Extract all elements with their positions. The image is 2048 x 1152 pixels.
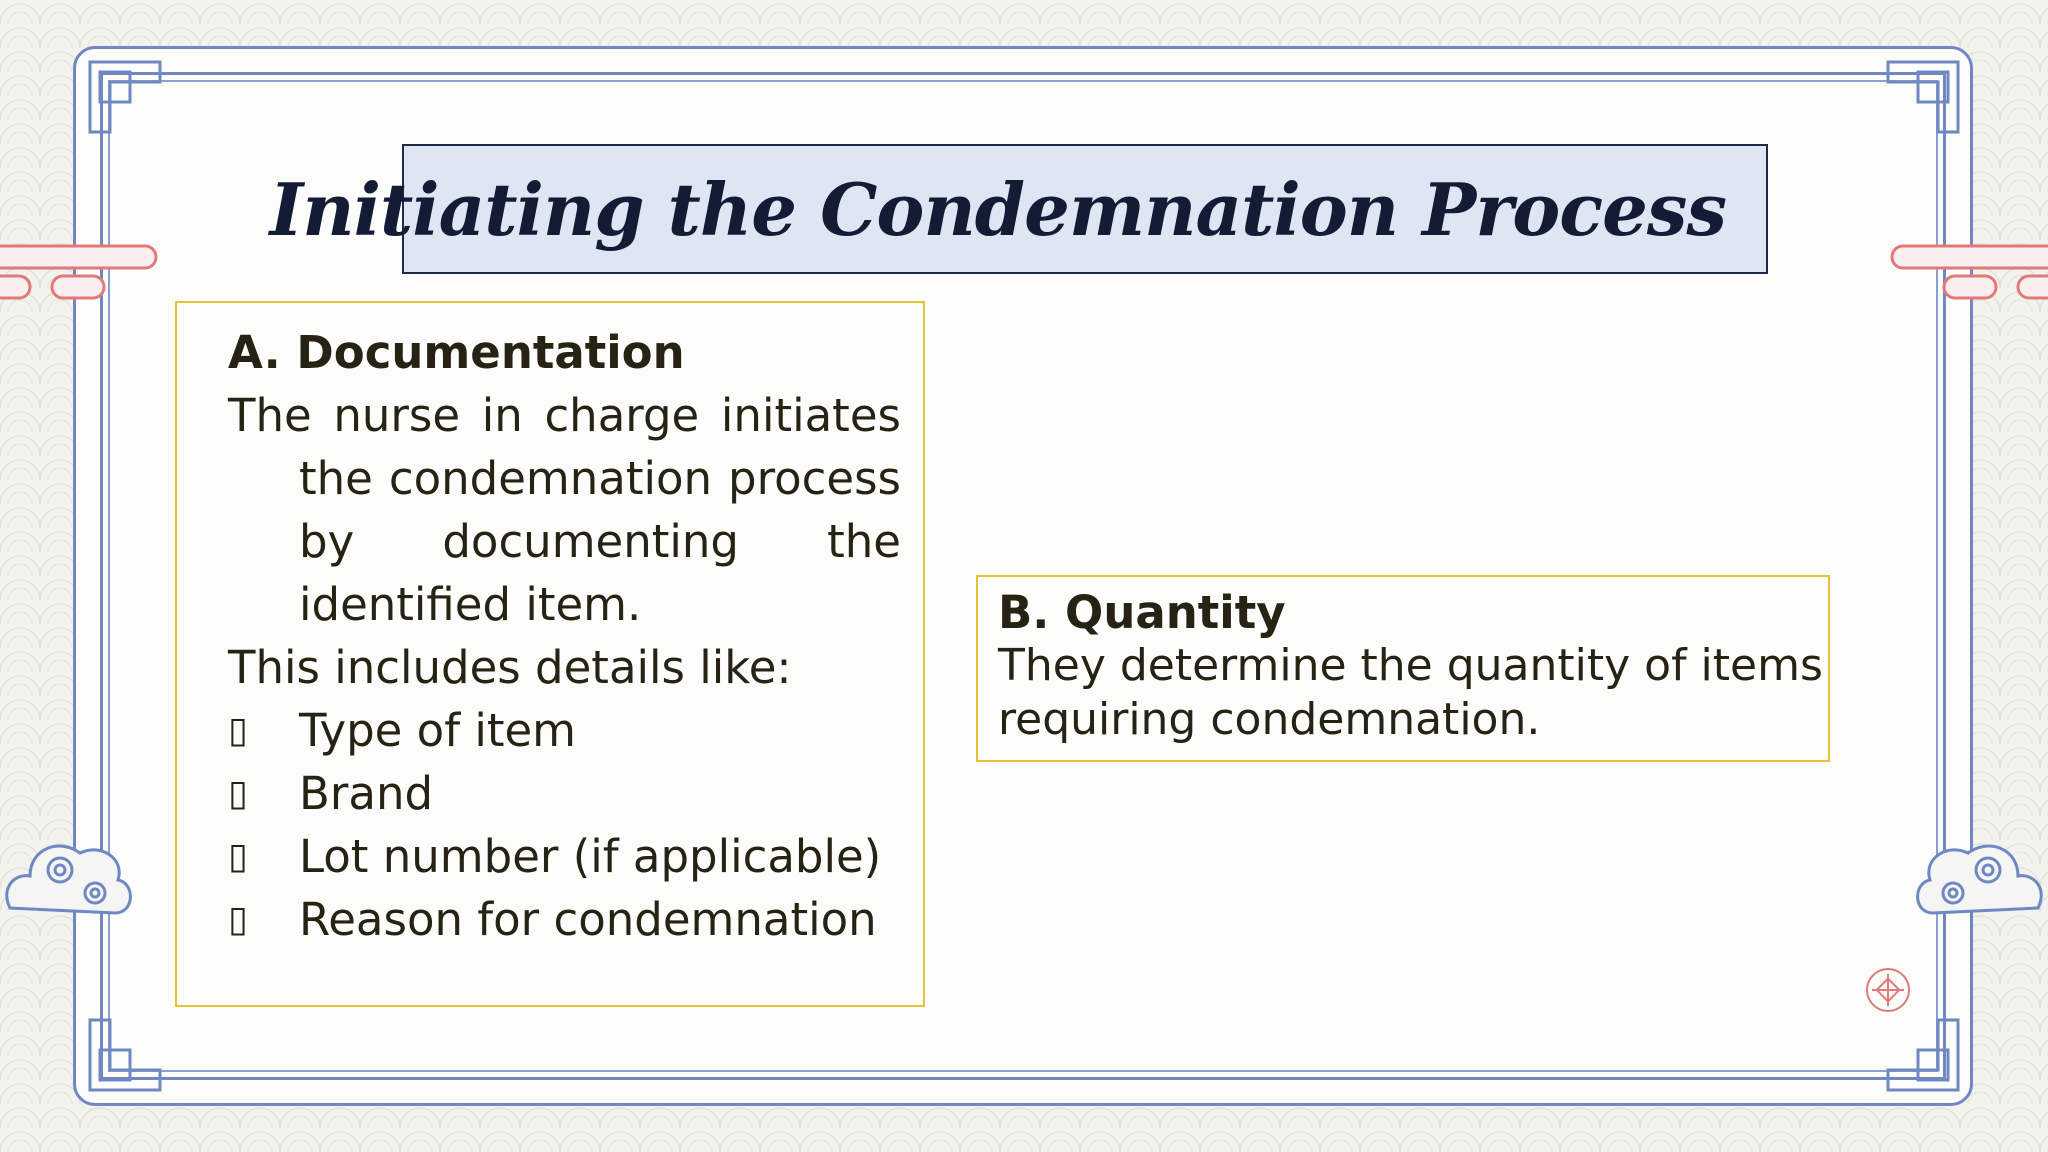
bullet-icon: ▯ — [228, 773, 248, 814]
section-b-line-1: They determine the quantity of items — [998, 640, 1823, 691]
section-b-line-2: requiring condemnation. — [998, 694, 1541, 745]
right-cloud-ornament — [1908, 818, 2048, 928]
word: by — [299, 515, 355, 568]
word: charge — [544, 389, 700, 442]
bullet-icon: ▯ — [228, 836, 248, 877]
bullet-icon: ▯ — [228, 710, 248, 751]
section-a-heading: A. Documentation — [228, 326, 685, 379]
list-item: Reason for condemnation — [299, 893, 877, 946]
word: the — [299, 452, 373, 505]
word: identified item. — [299, 578, 642, 631]
paragraph-line-4 — [299, 574, 641, 636]
paragraph-line-2 — [299, 448, 901, 510]
details-intro: This includes details like: — [228, 641, 792, 694]
slide-title: Initiating the Condemnation Process — [269, 166, 1726, 252]
section-b-heading: B. Quantity — [998, 586, 1286, 639]
left-cloud-ornament — [0, 818, 140, 928]
word: condemnation — [388, 452, 713, 505]
word: documenting — [442, 515, 739, 568]
word: nurse — [333, 389, 461, 442]
list-item: Lot number (if applicable) — [299, 830, 882, 883]
word: The — [228, 389, 312, 442]
bullet-icon: ▯ — [228, 899, 248, 940]
word: process — [728, 452, 901, 505]
left-peg-ornament — [0, 240, 160, 320]
paragraph-line-1 — [228, 385, 901, 447]
word: the — [827, 515, 901, 568]
knot-emblem-icon — [1864, 966, 1912, 1014]
word: initiates — [720, 389, 901, 442]
title-banner — [269, 144, 1768, 274]
list-item: Type of item — [299, 704, 577, 757]
word: in — [481, 389, 523, 442]
paragraph-line-3 — [299, 511, 901, 573]
right-peg-ornament — [1888, 240, 2048, 320]
list-item: Brand — [299, 767, 434, 820]
